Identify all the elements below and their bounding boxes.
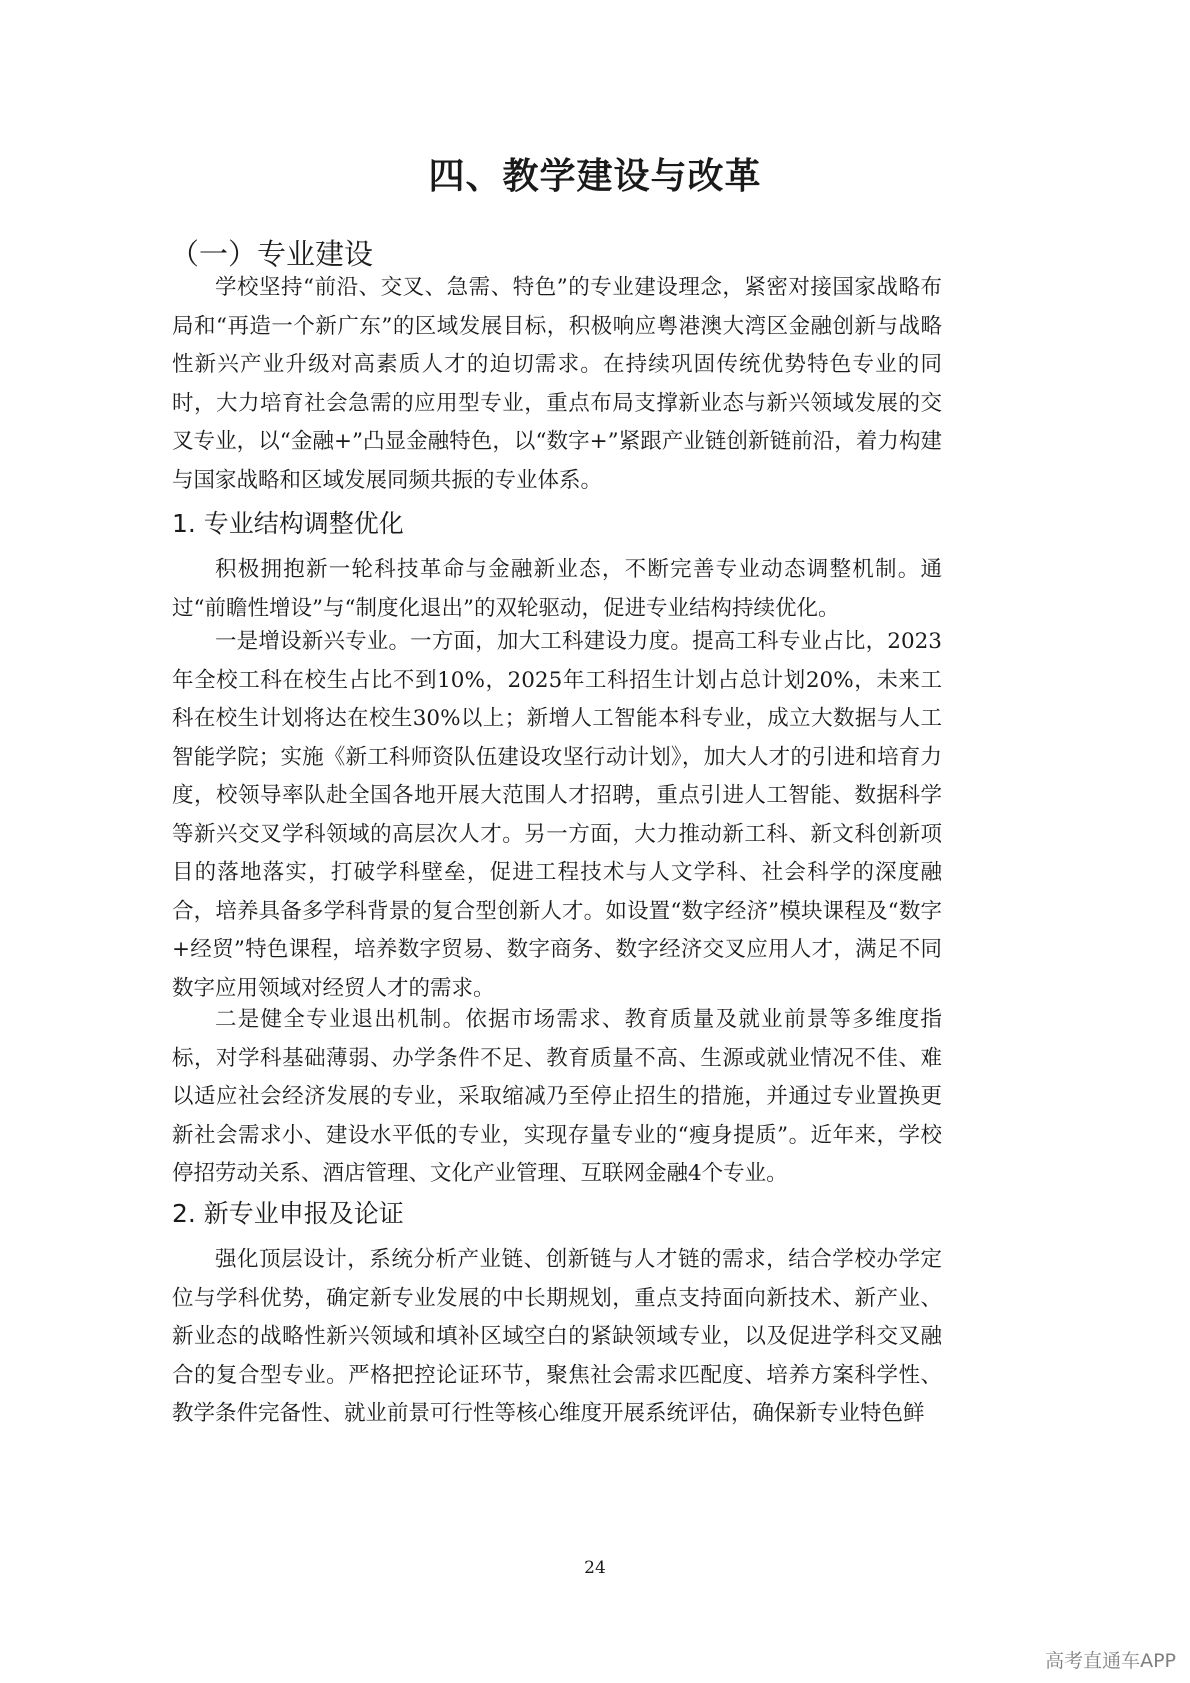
paragraph-structure-intro: 积极拥抱新一轮科技革命与金融新业态，不断完善专业动态调整机制。通过“前瞻性增设”与“制度化退出”的双轮驱动，促进专业结构持续优化。 (172, 557, 942, 621)
subsection-title-2: 2. 新专业申报及论证 (172, 1199, 404, 1228)
watermark: 高考直通车APP (1045, 1650, 1176, 1672)
paragraph-intro: 学校坚持“前沿、交叉、急需、特色”的专业建设理念，紧密对接国家战略布局和“再造一个新广东”的区域发展目标，积极响应粤港澳大湾区金融创新与战略性新兴产业升级对高素质人才的迫切需求。在持续巩固传统优势特色专业的同时，大力培育社会急需的应用型专业，重点布局支撑新业态与新兴领域发展的交叉专业，以“金融+”凸显金融特色，以“数字+”紧跟产业链创新链前沿，着力构建与国家战略和区域发展同频共振的专业体系。 (172, 275, 942, 493)
paragraph-new-major-application: 强化顶层设计，系统分析产业链、创新链与人才链的需求，结合学校办学定位与学科优势，确定新专业发展的中长期规划，重点支持面向新技术、新产业、新业态的战略性新兴领域和填补区域空白的紧缺领域专业，以及促进学科交叉融合的复合型专业。严格把控论证环节，聚焦社会需求匹配度、培养方案科学性、教学条件完备性、就业前景可行性等核心维度开展系统评估，确保新专业特色鲜 (172, 1247, 942, 1426)
section-title: （一）专业建设 (170, 237, 374, 271)
paragraph-exit-mechanism: 二是健全专业退出机制。依据市场需求、教育质量及就业前景等多维度指标，对学科基础薄弱、办学条件不足、教育质量不高、生源或就业情况不佳、难以适应社会经济发展的专业，采取缩减乃至停止招生的措施，并通过专业置换更新社会需求小、建设水平低的专业，实现存量专业的“瘦身提质”。近年来，学校停招劳动关系、酒店管理、文化产业管理、互联网金融4个专业。 (172, 1007, 942, 1186)
chapter-title: 四、教学建设与改革 (428, 156, 762, 197)
subsection-title-1: 1. 专业结构调整优化 (172, 509, 404, 538)
page-number: 24 (584, 1558, 606, 1578)
paragraph-new-majors: 一是增设新兴专业。一方面，加大工科建设力度。提高工科专业占比，2023年全校工科在校生占比不到10%，2025年工科招生计划占总计划20%，未来工科在校生计划将达在校生30%以上；新增人工智能本科专业，成立大数据与人工智能学院；实施《新工科师资队伍建设攻坚行动计划》，加大人才的引进和培育力度，校领导率队赴全国各地开展大范围人才招聘，重点引进人工智能、数据科学等新兴交叉学科领域的高层次人才。另一方面，大力推动新工科、新文科创新项目的落地落实，打破学科壁垒，促进工程技术与人文学科、社会科学的深度融合，培养具备多学科背景的复合型创新人才。如设置“数字经济”模块课程及“数字+经贸”特色课程，培养数字贸易、数字商务、数字经济交叉应用人才，满足不同数字应用领域对经贸人才的需求。 (172, 629, 942, 1001)
